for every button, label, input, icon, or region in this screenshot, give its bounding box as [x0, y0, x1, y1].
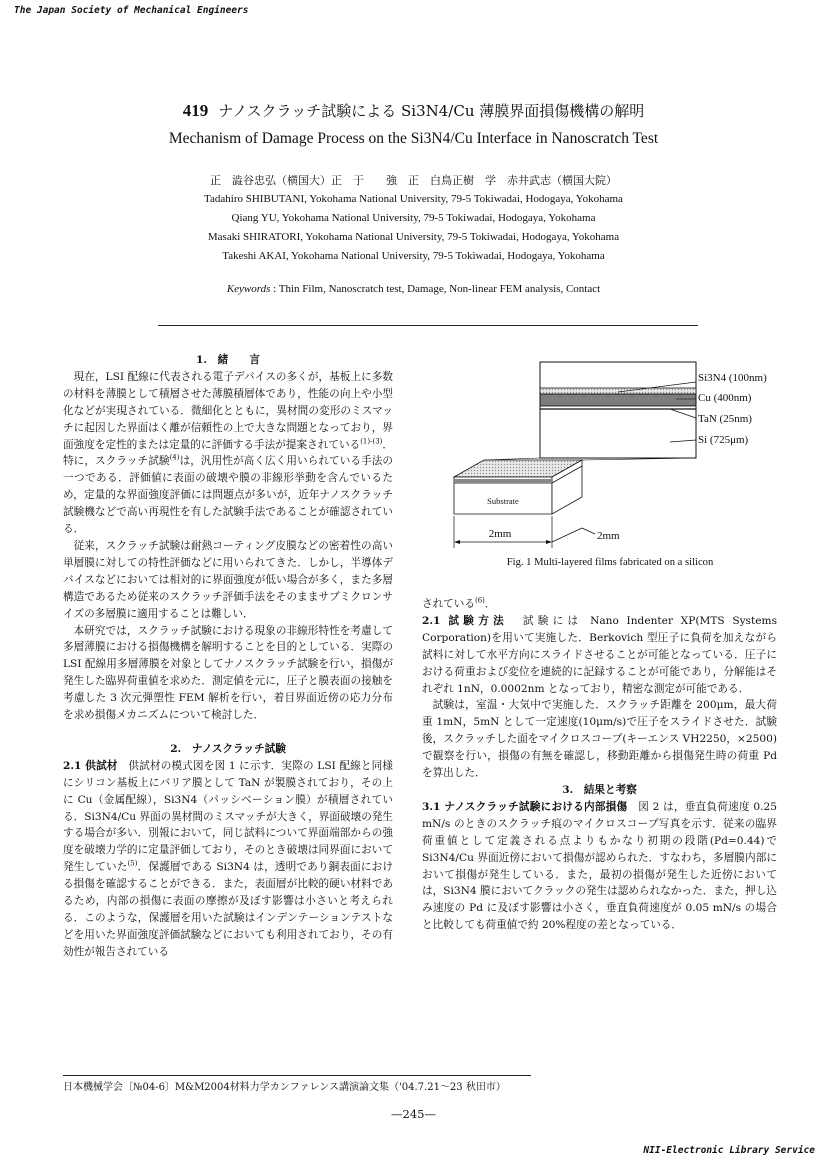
page-number: —245—: [391, 1107, 436, 1121]
keywords-label: Keywords: [226, 283, 271, 295]
author-affiliation: Masaki SHIRATORI, Yokohama National University, 79-5 Tokiwadai, Hodogaya, Yokohama: [207, 231, 620, 243]
intro-paragraph-1: 現在，LSI 配線に代表される電子デバイスの多くが，基板上に多数の材料を薄膜として積層させた薄膜積層体であり，性能の向上や小型化などが実現されている．微細化とともに，異材間の変形のミスマッチに起因した界面はく離が信頼性の上で大きな問題となっており，界面強度を定性的または定量的に評価する手法が提案されている$^{(1)-(3)}$．特に，スクラッチ試験$^{(4)}$は，汎用性が高く広く用いられている手法の一つである．評価値に表面の破壊や膜の非線形挙動を含んでいるため，定量的な界面強度評価には問題点が多いが，近年ナノスクラッチ試験機などで高い再現性を有した試験手法であることが確認されている．: [63, 370, 394, 536]
layer-label-cu: Cu (400nm): [698, 392, 752, 404]
dimension-depth: 2mm: [597, 530, 620, 542]
figure-1-caption: Fig. 1 Multi-layered films fabricated on a silicon: [506, 557, 714, 568]
specimen-paragraph-end: されている$^{(6)}$．: [422, 596, 496, 610]
header-divider: [158, 325, 698, 326]
title-japanese: [0, 100, 827, 121]
paper-number: 419: [182, 101, 209, 120]
left-column: [63, 352, 393, 961]
intro-paragraph-2: 従来，スクラッチ試験は耐熱コーティング皮膜などの密着性の高い単層膜に対しての特性評価などに用いられてきた．しかし，半導体デバイスなどにおいては相対的に界面強度が低い場合が多く，また多層構造であるため従来のスクラッチ評価手法をそのままサブミクロンサイズの多層膜に適用することは難しい．: [63, 539, 393, 620]
title-english: Mechanism of Damage Process on the Si3N4/Cu Interface in Nanoscratch Test: [168, 130, 659, 147]
journal-header: The Japan Society of Mechanical Engineers: [14, 5, 249, 16]
specimen-paragraph: 2.1 供試材 供試材の模式図を図 1 に示す．実際の LSI 配線と同様にシリコン基板上にバリア膜として TaN が製膜されており，その上に Cu（金属配線），Si3N4（パッシベーション膜）が積層されている．Si3N4/Cu 界面の異材間のミスマッチが大きく，界面破壊の発生する場合が多い．別報において，同じ試料について界面端部からの強度を破壊力学的に定量評価しており，そのとき破壊は同界面において発生していた$^{(5)}$．保護層である Si3N4 は，透明であり銅表面における損傷を確認することができる．また，表面層が比較的硬い材料であるため，内部の損傷に表面の摩擦が及ぼす影響は小さいと考えられる．このような，保護層を用いた試験はインデンテーションテストなどを用いた界面強度評価試験などにおいても利用されており，その有効性が報告されている: [63, 759, 393, 958]
intro-paragraph-3: 本研究では，スクラッチ試験における現象の非線形特性を考慮して多層薄膜における損傷機構を解明することを目的としている．実際の LSI 配線用多層薄膜を対象としてナノスクラッチ試験を行い，損傷が発生した臨界荷重値を求めた．測定値を元に，圧子と膜表面の接触を考慮した 3 次元弾塑性 FEM 解析を行い，着目界面近傍の応力分布を求め損傷メカニズムについて検討した．: [63, 624, 393, 722]
author-affiliation: Qiang YU, Yokohama National University, 79-5 Tokiwadai, Hodogaya, Yokohama: [231, 212, 596, 224]
title-jp-text: ナノスクラッチ試験による Si3N4/Cu 薄膜界面損傷機構の解明: [218, 102, 645, 120]
library-footer: NII-Electronic Library Service: [643, 1145, 815, 1156]
cu-layer: [540, 394, 696, 406]
keywords: [0, 283, 827, 295]
authors-japanese: 正 澁谷忠弘（横国大）正 于 強 正 白鳥正樹 学 赤井武志（横国大院）: [210, 174, 617, 187]
layer-label-tan: TaN (25nm): [698, 413, 752, 425]
proceedings-footnote: 日本機械学会〔№04-6〕M&M2004材料力学カンファレンス講演論文集（'04.7.21〜23 秋田市）: [63, 1082, 506, 1093]
figure-1-diagram: [440, 352, 780, 562]
si3n4-layer: [540, 388, 696, 394]
right-column: [422, 596, 777, 934]
substrate-label: Substrate: [487, 496, 519, 506]
dimension-width: 2mm: [488, 528, 512, 540]
results-paragraph: 3.1 ナノスクラッチ試験における内部損傷 図 2 は，垂直負荷速度 0.25 mN/s のときのスクラッチ痕のマイクロスコープ写真を示す．従来の臨界荷重値として定義される点よりもかなり初期の段階(Pd=0.44)で Si3N4/Cu 界面近傍において損傷が認められた．すなわち，多層膜内部において損傷が発生している．また，最初の損傷が発生した近傍においては，Si3N4 膜においてクラックの発生は認められなかった．また，押し込み速度の Pd に及ぼす影響は小さく，垂直負荷速度が 0.05 mN/s の場合と比較しても荷重値で約 20%程度の差となっている．: [422, 800, 777, 932]
author-affiliation: Takeshi AKAI, Yokohama National University, 79-5 Tokiwadai, Hodogaya, Yokohama: [222, 250, 605, 262]
footnote-divider: [63, 1075, 531, 1076]
section-heading-intro: 1. 緒 言: [195, 354, 261, 366]
section-heading-nanoscratch: 2. ナノスクラッチ試験: [170, 742, 286, 755]
layer-label-si: Si (725μm): [698, 434, 749, 446]
layer-label-si3n4: Si3N4 (100nm): [698, 372, 767, 384]
keywords-list: : Thin Film, Nanoscratch test, Damage, Non-linear FEM analysis, Contact: [273, 283, 601, 295]
author-affiliation: Tadahiro SHIBUTANI, Yokohama National University, 79-5 Tokiwadai, Hodogaya, Yokohama: [204, 193, 623, 205]
method-paragraph-1: 2.1 試験方法 試験には Nano Indenter XP(MTS Systems Corporation)を用いて実施した．Berkovich 型圧子に負荷を加えながら試料に対して水平方向にスライドさせることが可能となっている．圧子における荷重および変位を連続的に記録することが可能であり，分解能はそれぞれ 1nN，0.0002nm となっており，精密な測定が可能である．: [422, 614, 778, 695]
method-paragraph-2: 試験は，室温・大気中で実施した．スクラッチ距離を 200μm，最大荷重 1mN，5mN として一定速度(10μm/s)で圧子をスライドさせた．試験後，スクラッチした面をマイクロスコープ(キーエンス VH2250，×2500)で観察を行い，損傷の有無を確認し，移動距離から損傷発生時の荷重 Pd を算出した．: [422, 699, 777, 780]
author-block: [0, 171, 827, 266]
section-heading-results: 3. 結果と考察: [562, 783, 637, 796]
